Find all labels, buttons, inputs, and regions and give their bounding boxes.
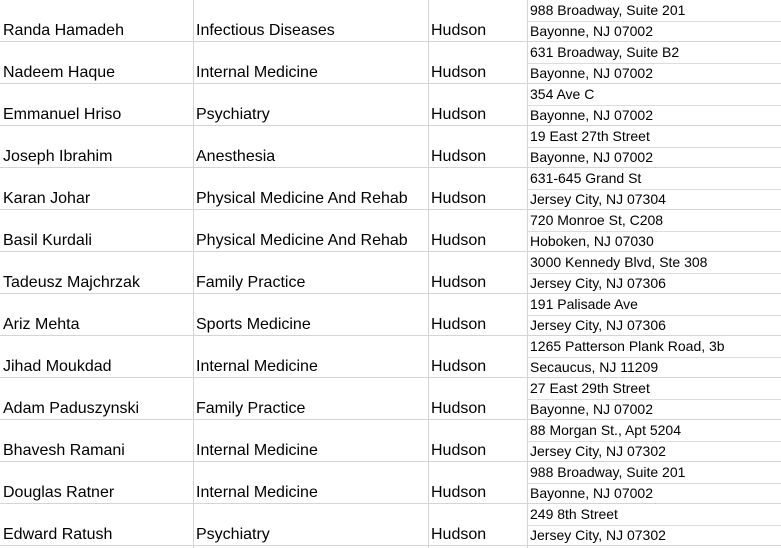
cell-specialty[interactable]	[193, 462, 428, 504]
address-line-2: Bayonne, NJ 07002	[530, 485, 653, 501]
cell-county[interactable]	[428, 0, 527, 42]
address-line-divider	[527, 441, 781, 442]
cell-text: Hudson	[431, 148, 487, 165]
cell-text: Hudson	[431, 274, 487, 291]
cell-text: Edward Ratush	[3, 526, 113, 543]
cell-text: Emmanuel Hriso	[3, 106, 122, 123]
cell-name[interactable]	[0, 252, 193, 294]
address-line-divider	[527, 483, 781, 484]
cell-name[interactable]	[0, 0, 193, 42]
cell-text: Bhavesh Ramani	[3, 442, 125, 459]
row-divider	[0, 335, 781, 336]
cell-text: Psychiatry	[196, 526, 270, 543]
cell-county[interactable]	[428, 210, 527, 252]
address-line-1: 1265 Patterson Plank Road, 3b	[530, 338, 725, 354]
address-line-divider	[527, 525, 781, 526]
address-line-divider	[527, 189, 781, 190]
address-line-2: Jersey City, NJ 07306	[530, 317, 666, 333]
cell-text: Hudson	[431, 484, 487, 501]
cell-text: Joseph Ibrahim	[3, 148, 113, 165]
address-line-divider	[527, 357, 781, 358]
cell-text: Hudson	[431, 442, 487, 459]
address-line-1: 27 East 29th Street	[530, 380, 650, 396]
cell-specialty[interactable]	[193, 210, 428, 252]
address-line-1: 988 Broadway, Suite 201	[530, 464, 686, 480]
cell-text: Internal Medicine	[196, 64, 318, 81]
cell-name[interactable]	[0, 84, 193, 126]
cell-text: Basil Kurdali	[3, 232, 92, 249]
address-line-1: 631-645 Grand St	[530, 170, 642, 186]
address-line-2: Bayonne, NJ 07002	[530, 149, 653, 165]
cell-county[interactable]	[428, 126, 527, 168]
address-line-divider	[527, 105, 781, 106]
cell-text: Physical Medicine And Rehab	[196, 190, 408, 207]
row-divider	[0, 293, 781, 294]
address-line-1: 720 Monroe St, C208	[530, 212, 664, 228]
row-divider	[0, 461, 781, 462]
cell-specialty[interactable]	[193, 336, 428, 378]
address-line-1: 988 Broadway, Suite 201	[530, 2, 686, 18]
address-line-2: Jersey City, NJ 07302	[530, 443, 666, 459]
cell-text: Psychiatry	[196, 106, 270, 123]
cell-specialty[interactable]	[193, 126, 428, 168]
cell-text: Internal Medicine	[196, 484, 318, 501]
cell-name[interactable]	[0, 336, 193, 378]
cell-county[interactable]	[428, 42, 527, 84]
cell-text: Tadeusz Majchrzak	[3, 274, 140, 291]
address-line-divider	[527, 273, 781, 274]
cell-text: Hudson	[431, 400, 487, 417]
cell-county[interactable]	[428, 504, 527, 546]
address-line-1: 19 East 27th Street	[530, 128, 650, 144]
cell-name[interactable]	[0, 378, 193, 420]
address-line-2: Bayonne, NJ 07002	[530, 401, 653, 417]
cell-specialty[interactable]	[193, 378, 428, 420]
cell-county[interactable]	[428, 294, 527, 336]
address-line-2: Bayonne, NJ 07002	[530, 65, 653, 81]
cell-text: Internal Medicine	[196, 442, 318, 459]
cell-text: Karan Johar	[3, 190, 91, 207]
row-divider	[0, 251, 781, 252]
cell-name[interactable]	[0, 168, 193, 210]
address-line-2: Bayonne, NJ 07002	[530, 23, 653, 39]
cell-text: Family Practice	[196, 274, 306, 291]
address-line-1: 354 Ave C	[530, 86, 595, 102]
cell-text: Jihad Moukdad	[3, 358, 112, 375]
cell-name[interactable]	[0, 462, 193, 504]
row-divider	[0, 419, 781, 420]
cell-text: Hudson	[431, 358, 487, 375]
row-divider	[0, 125, 781, 126]
cell-text: Hudson	[431, 106, 487, 123]
cell-name[interactable]	[0, 210, 193, 252]
cell-text: Hudson	[431, 22, 487, 39]
cell-specialty[interactable]	[193, 0, 428, 42]
cell-name[interactable]	[0, 126, 193, 168]
cell-specialty[interactable]	[193, 84, 428, 126]
address-line-divider	[527, 147, 781, 148]
row-divider	[0, 167, 781, 168]
cell-text: Nadeem Haque	[3, 64, 116, 81]
row-divider	[0, 209, 781, 210]
address-line-2: Jersey City, NJ 07304	[530, 191, 666, 207]
address-line-divider	[527, 21, 781, 22]
cell-text: Randa Hamadeh	[3, 22, 124, 39]
cell-county[interactable]	[428, 168, 527, 210]
cell-text: Douglas Ratner	[3, 484, 115, 501]
row-divider	[0, 83, 781, 84]
cell-text: Family Practice	[196, 400, 306, 417]
cell-name[interactable]	[0, 294, 193, 336]
row-divider	[0, 377, 781, 378]
cell-text: Hudson	[431, 316, 487, 333]
address-line-divider	[527, 231, 781, 232]
cell-text: Adam Paduszynski	[3, 400, 140, 417]
cell-name[interactable]	[0, 420, 193, 462]
cell-specialty[interactable]	[193, 420, 428, 462]
address-line-2: Secaucus, NJ 11209	[530, 359, 659, 375]
address-line-divider	[527, 399, 781, 400]
cell-specialty[interactable]	[193, 504, 428, 546]
cell-name[interactable]	[0, 504, 193, 546]
cell-text: Ariz Mehta	[3, 316, 80, 333]
cell-text: Hudson	[431, 526, 487, 543]
cell-text: Hudson	[431, 190, 487, 207]
cell-text: Internal Medicine	[196, 358, 318, 375]
cell-specialty[interactable]	[193, 294, 428, 336]
cell-specialty[interactable]	[193, 252, 428, 294]
cell-county[interactable]	[428, 336, 527, 378]
address-line-2: Jersey City, NJ 07302	[530, 527, 666, 543]
cell-county[interactable]	[428, 378, 527, 420]
address-line-1: 631 Broadway, Suite B2	[530, 44, 680, 60]
address-line-2: Jersey City, NJ 07306	[530, 275, 666, 291]
cell-text: Hudson	[431, 232, 487, 249]
cell-county[interactable]	[428, 420, 527, 462]
row-divider	[0, 503, 781, 504]
address-line-1: 88 Morgan St., Apt 5204	[530, 422, 681, 438]
address-line-divider	[527, 63, 781, 64]
cell-text: Anesthesia	[196, 148, 276, 165]
address-line-2: Hoboken, NJ 07030	[530, 233, 654, 249]
cell-specialty[interactable]	[193, 42, 428, 84]
cell-text: Hudson	[431, 64, 487, 81]
cell-county[interactable]	[428, 252, 527, 294]
cell-text: Physical Medicine And Rehab	[196, 232, 408, 249]
address-line-2: Bayonne, NJ 07002	[530, 107, 653, 123]
address-line-divider	[527, 315, 781, 316]
address-line-1: 3000 Kennedy Blvd, Ste 308	[530, 254, 708, 270]
cell-county[interactable]	[428, 84, 527, 126]
row-divider	[0, 41, 781, 42]
address-line-1: 249 8th Street	[530, 506, 618, 522]
cell-specialty[interactable]	[193, 168, 428, 210]
cell-text: Infectious Diseases	[196, 22, 335, 39]
row-divider	[0, 545, 781, 546]
cell-county[interactable]	[428, 462, 527, 504]
address-line-1: 191 Palisade Ave	[530, 296, 638, 312]
cell-name[interactable]	[0, 42, 193, 84]
cell-text: Sports Medicine	[196, 316, 311, 333]
